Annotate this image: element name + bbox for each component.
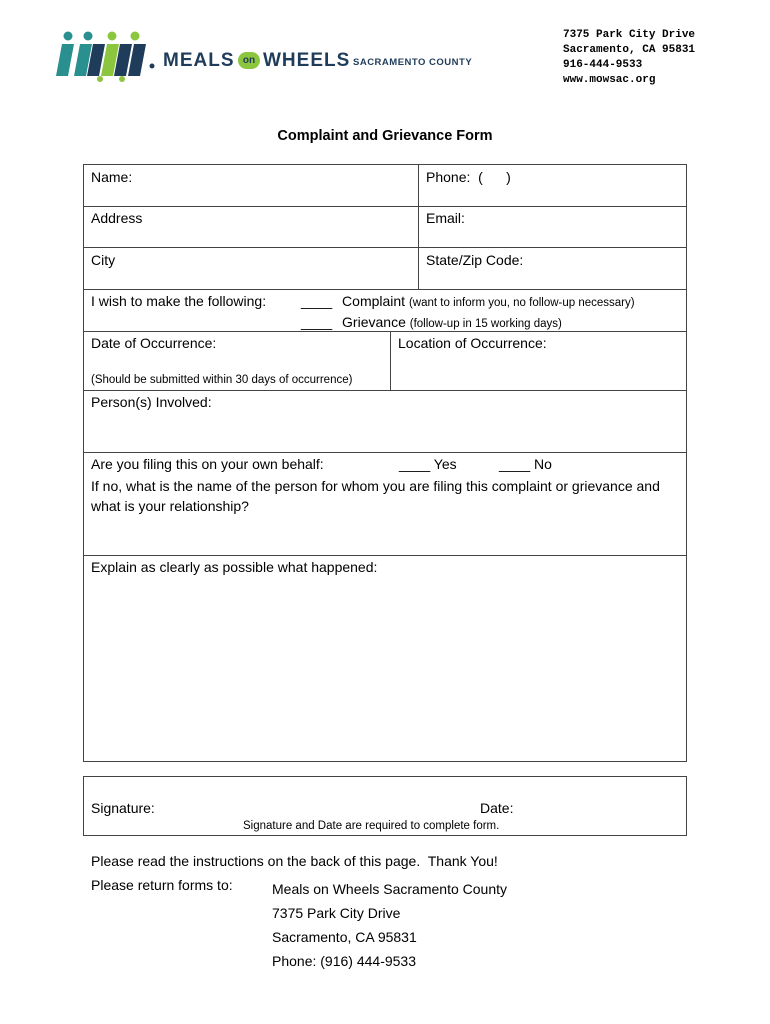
grievance-option[interactable] — [301, 314, 562, 330]
no-option[interactable]: ____ No — [499, 456, 552, 472]
grievance-blank[interactable]: ____ — [301, 314, 333, 330]
date-occurrence-note: (Should be submitted within 30 days of occurrence) — [91, 374, 353, 386]
complaint-blank[interactable]: ____ — [301, 293, 333, 309]
yes-option[interactable]: ____ Yes — [399, 456, 457, 472]
contact-web: www.mowsac.org — [563, 74, 656, 86]
return-phone: Phone: (916) 444-9533 — [272, 953, 416, 969]
signature-note: Signature and Date are required to complete form. — [243, 820, 500, 832]
return-street: 7375 Park City Drive — [272, 905, 401, 921]
instructions-text: Please read the instructions on the back of this page. Thank You! — [91, 853, 498, 869]
return-address — [272, 877, 507, 973]
logo-county: SACRAMENTO COUNTY — [353, 57, 473, 68]
grievance-label: Grievance — [342, 314, 406, 330]
signature-date-field[interactable]: Date: — [480, 800, 514, 816]
state-zip-field[interactable]: State/Zip Code: — [426, 252, 524, 268]
logo-name-on: on — [238, 52, 260, 69]
contact-street: 7375 Park City Drive — [563, 29, 696, 41]
signature-field[interactable]: Signature: — [91, 800, 155, 816]
location-occurrence-field[interactable]: Location of Occurrence: — [398, 335, 547, 351]
return-org: Meals on Wheels Sacramento County — [272, 881, 507, 897]
complaint-option[interactable] — [301, 293, 635, 309]
contact-city: Sacramento, CA 95831 — [563, 44, 696, 56]
complaint-label: Complaint — [342, 293, 406, 309]
logo-name-wheels: WHEELS — [263, 50, 351, 71]
explain-field[interactable]: Explain as clearly as possible what happened: — [91, 559, 378, 575]
grievance-note: (follow-up in 15 working days) — [409, 318, 562, 330]
behalf-question[interactable]: If no, what is the name of the person for whom you are filing this complaint or grievance and what is your relationship? — [91, 478, 660, 514]
contact-phone: 916-444-9533 — [563, 59, 643, 71]
contact-block — [563, 28, 695, 88]
city-field[interactable]: City — [91, 252, 116, 268]
return-label: Please return forms to: — [91, 877, 233, 893]
return-city: Sacramento, CA 95831 — [272, 929, 417, 945]
name-field[interactable]: Name: — [91, 169, 133, 185]
form-title: Complaint and Grievance Form — [277, 128, 493, 144]
complaint-note: (want to inform you, no follow-up necessary) — [408, 297, 635, 309]
logo-name-meals: MEALS — [163, 50, 235, 71]
logo-mark-icon — [56, 30, 156, 82]
date-occurrence-field[interactable]: Date of Occurrence: — [91, 335, 217, 351]
logo — [56, 30, 476, 82]
persons-involved-field[interactable]: Person(s) Involved: — [91, 394, 212, 410]
wish-label: I wish to make the following: — [91, 293, 267, 309]
behalf-label: Are you filing this on your own behalf: — [91, 456, 324, 472]
email-field[interactable]: Email: — [426, 210, 465, 226]
address-field[interactable]: Address — [91, 210, 143, 226]
phone-field[interactable]: Phone: ( ) — [426, 169, 511, 185]
